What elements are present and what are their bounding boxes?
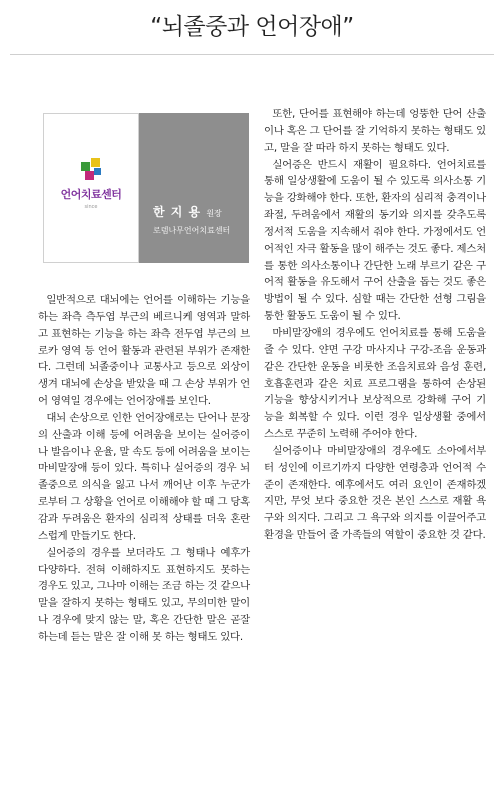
author-info-box	[139, 113, 249, 263]
article-title: “뇌졸중과 언어장애”	[150, 14, 354, 40]
logo-text: 언어치료센터	[60, 188, 122, 201]
article-column-left	[38, 292, 250, 646]
paragraph: 일반적으로 대뇌에는 언어를 이해하는 기능을 하는 좌측 측두엽 부근의 베르니케 영역과 말하고 표현하는 기능을 하는 좌측 전두엽 부근의 브로카 영역 등 언어 활동과 관련된 부위가 존재한다. 그런데 뇌졸중이나 교통사고 등으로 외상이 생겨 대뇌에 손상을 받았을 때 그 손상 부위가 언어 영역일 경우에는 언어장애를 보인다.	[38, 294, 250, 408]
article-column-right	[264, 106, 486, 544]
paragraph: 실어증은 반드시 재활이 필요하다. 언어치료를 통해 일상생활에 도움이 될 수 있도록 의사소통 기능을 강화해야 한다. 또한, 환자의 심리적 충격이나 좌절, 두려움에서 재활의 동기와 의지를 갖추도록 정서적 도움을 지속해서 줘야 한다. 가정에서도 언어적인 자극 활동을 많이 해주는 것도 좋다. 제스처를 통한 의사소통이나 간단한 노래 부르기 같은 구어적 활동을 유도해서 구어 산출을 돕는 것도 좋은 방법이 될 수 있다. 심할 때는 간단한 선형 그림을 통한 활동도 도움이 될 수 있다.	[264, 158, 486, 323]
author-role: 원장	[206, 209, 222, 218]
author-organization: 로뎀나무언어치료센터	[153, 226, 231, 235]
logo-subtext: since	[84, 204, 98, 210]
author-name	[153, 203, 222, 220]
title-divider	[10, 54, 494, 55]
author-name-text: 한 지 용	[153, 205, 202, 219]
paragraph: 또한, 단어를 표현해야 하는데 엉뚱한 단어 산출이나 혹은 그 단어를 잘 기억하지 못하는 형태도 있고, 말을 잘 따라 하지 못하는 형태도 있다.	[264, 108, 486, 154]
center-logo	[43, 113, 139, 263]
tree-logo-icon	[79, 156, 103, 184]
paragraph: 실어증이나 마비말장애의 경우에도 소아에서부터 성인에 이르기까지 다양한 연령층과 언어적 수준이 존재한다. 예후에서도 여러 요인이 존재하겠지만, 무엇 보다 중요한 것은 본인 스스로 재활 욕구와 의지다. 그리고 그 욕구와 의지를 이끌어주고 환경을 만들어 줄 가족들의 역할이 중요한 것 같다.	[264, 444, 486, 542]
paragraph: 실어증의 경우를 보더라도 그 형태나 예후가 다양하다. 전혀 이해하지도 표현하지도 못하는 경우도 있고, 그나마 이해는 조금 하는 것 같으나 말을 잘하지 못하는 형태도 있고, 무의미한 말이나 경우에 맞지 않는 말, 혹은 간단한 말은 곧잘 하는데 듣는 말은 잘 이해 못 하는 형태도 있다.	[38, 546, 250, 643]
paragraph: 마비말장애의 경우에도 언어치료를 통해 도움을 줄 수 있다. 얀면 구강 마사지나 구강-조음 운동과 같은 간단한 운동을 비롯한 조음치료와 음성 훈련, 호흡훈련과 같은 치료 프로그램을 통하여 손상된 기능을 향상시키거나 보상적으로 강화해 구어 기능을 회복할 수 있다. 이런 경우 일상생활 중에서 스스로 꾸준히 노력해 주어야 한다.	[264, 326, 486, 441]
paragraph: 대뇌 손상으로 인한 언어장애로는 단어나 문장의 산출과 이해 등에 어려움을 보이는 실어증이나 발음이나 운율, 말 속도 등에 어려움을 보이는 마비말장애 등이 있다. 특히나 실어증의 경우 뇌졸중으로 의식을 잃고 나서 깨어난 이후 누군가로부터 그 상황을 언어로 이해해야 할 때 그 당혹감과 두려움은 환자의 심리적 상태를 더욱 혼란스럽게 만들기도 한다.	[38, 411, 250, 542]
author-profile	[43, 113, 249, 263]
